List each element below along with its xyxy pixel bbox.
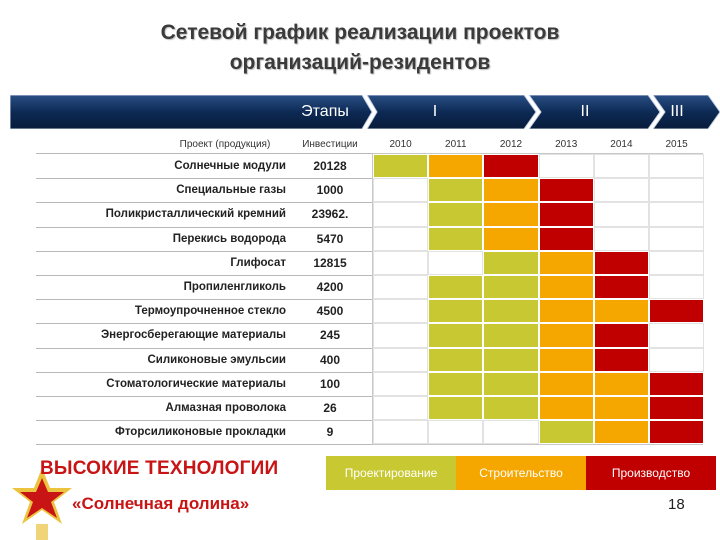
project-name: Силиконовые эмульсии [147, 353, 286, 366]
timeline-cell [594, 202, 649, 226]
timeline-cell [649, 420, 704, 444]
legend-design-label: Проектирование [344, 466, 438, 480]
project-name: Фторсиликоновые прокладки [115, 426, 286, 439]
timeline-cell [649, 372, 704, 396]
timeline-cell [649, 396, 704, 420]
timeline-cell [649, 348, 704, 372]
timeline-cell [428, 372, 483, 396]
year-header-2015: 2015 [665, 139, 688, 150]
timeline-cell [483, 202, 538, 226]
project-investment: 400 [319, 352, 341, 367]
timeline-cell [539, 227, 594, 251]
legend-construction [456, 456, 586, 490]
project-name: Перекись водорода [172, 232, 286, 245]
project-name: Алмазная проволока [165, 402, 286, 414]
project-name: Специальные газы [176, 184, 286, 197]
page-number: 18 [668, 496, 685, 513]
timeline-cell [483, 420, 538, 444]
project-investment: 4200 [316, 280, 344, 294]
timeline-cell [539, 323, 594, 347]
project-investment: 1000 [316, 183, 344, 198]
timeline-cell [539, 420, 594, 444]
timeline-cell [483, 251, 538, 275]
project-investment: 26 [323, 401, 337, 415]
timeline-cell [428, 202, 483, 226]
timeline-cell [428, 299, 483, 323]
legend-construction-label: Строительство [479, 466, 563, 480]
timeline-cell [373, 178, 428, 202]
timeline-cell [373, 348, 428, 372]
timeline-cell [483, 154, 538, 178]
timeline-cell [649, 275, 704, 299]
project-investment: 23962. [311, 207, 349, 222]
timeline-cell [483, 275, 538, 299]
year-header-2012: 2012 [499, 139, 523, 150]
timeline-cell [483, 348, 538, 372]
stage-3-label: III [670, 103, 684, 120]
project-name: Поликристаллический кремний [105, 208, 286, 221]
project-investment: 12815 [313, 255, 347, 270]
timeline-cell [373, 396, 428, 420]
timeline-cell [594, 178, 649, 202]
timeline-cell [373, 323, 428, 347]
project-investment: 245 [319, 328, 341, 343]
legend-design [326, 456, 456, 490]
project-name: Глифосат [230, 256, 286, 269]
timeline-cell [649, 251, 704, 275]
timeline-cell [649, 154, 704, 178]
project-investment: 20128 [313, 159, 347, 173]
timeline-cell [373, 420, 428, 444]
timeline-cell [483, 227, 538, 251]
year-header-2014: 2014 [610, 139, 633, 150]
brand-subtitle: «Солнечная долина» [72, 494, 250, 513]
timeline-cell [483, 178, 538, 202]
stages-banner [10, 95, 720, 129]
stage-2-label: II [580, 103, 590, 120]
timeline-cell [539, 154, 594, 178]
timeline-cell [428, 275, 483, 299]
timeline-cell [649, 227, 704, 251]
timeline-cell [373, 227, 428, 251]
project-investment: 9 [326, 425, 334, 440]
timeline-cell [483, 299, 538, 323]
timeline-cell [649, 299, 704, 323]
slide-title-line2: организаций-резидентов [229, 51, 491, 74]
project-name: Энергосберегающие материалы [101, 329, 286, 342]
timeline-cell [428, 396, 483, 420]
timeline-cell [539, 299, 594, 323]
project-name: Пропиленгликоль [183, 281, 286, 293]
project-name: Солнечные модули [174, 160, 286, 172]
timeline-cell [594, 154, 649, 178]
timeline-cell [594, 275, 649, 299]
timeline-cell [483, 323, 538, 347]
project-investment: 4500 [316, 304, 344, 319]
brand-title: ВЫСОКИЕ ТЕХНОЛОГИИ [40, 458, 279, 479]
timeline-cell [428, 323, 483, 347]
timeline-cell [594, 420, 649, 444]
year-header-2013: 2013 [555, 139, 578, 150]
timeline-cell [594, 251, 649, 275]
timeline-cell [594, 372, 649, 396]
year-header-2010: 2010 [389, 139, 412, 150]
stage-1-label: I [432, 103, 438, 120]
timeline-cell [539, 396, 594, 420]
timeline-cell [428, 154, 483, 178]
timeline-cell [649, 178, 704, 202]
timeline-cell [649, 323, 704, 347]
timeline-cell [428, 251, 483, 275]
timeline-cell [594, 227, 649, 251]
timeline-cell [539, 275, 594, 299]
timeline-cell [539, 372, 594, 396]
project-name: Стоматологические материалы [106, 377, 286, 390]
timeline-cell [373, 251, 428, 275]
timeline-cell [594, 323, 649, 347]
timeline-cell [649, 202, 704, 226]
timeline-cell [373, 275, 428, 299]
header-divider [36, 153, 372, 154]
project-name: Термоупрочненное стекло [134, 305, 286, 318]
timeline-cell [594, 396, 649, 420]
timeline-cell [373, 202, 428, 226]
timeline-cell [428, 227, 483, 251]
timeline-cell [594, 348, 649, 372]
project-investment: 5470 [316, 231, 344, 246]
timeline-cell [594, 299, 649, 323]
timeline-cell [373, 154, 428, 178]
project-investment: 100 [319, 376, 341, 391]
header-investment: Инвестиции [302, 139, 358, 150]
timeline-cell [428, 178, 483, 202]
legend-production-label: Производство [611, 466, 691, 480]
row-divider [36, 444, 372, 445]
timeline-cell [373, 299, 428, 323]
timeline-cell [483, 396, 538, 420]
year-header-2011: 2011 [445, 139, 467, 150]
timeline-cell [539, 178, 594, 202]
header-project: Проект (продукция) [179, 139, 271, 150]
stages-label: Этапы [301, 103, 349, 120]
timeline-cell [539, 348, 594, 372]
timeline-cell [539, 202, 594, 226]
timeline-cell [428, 348, 483, 372]
timeline-cell [373, 372, 428, 396]
legend-production [586, 456, 716, 490]
timeline-cell [428, 420, 483, 444]
slide-title-line1: Сетевой график реализации проектов [160, 21, 560, 44]
timeline-cell [539, 251, 594, 275]
timeline-cell [483, 372, 538, 396]
stage-arrow-1 [367, 95, 536, 129]
